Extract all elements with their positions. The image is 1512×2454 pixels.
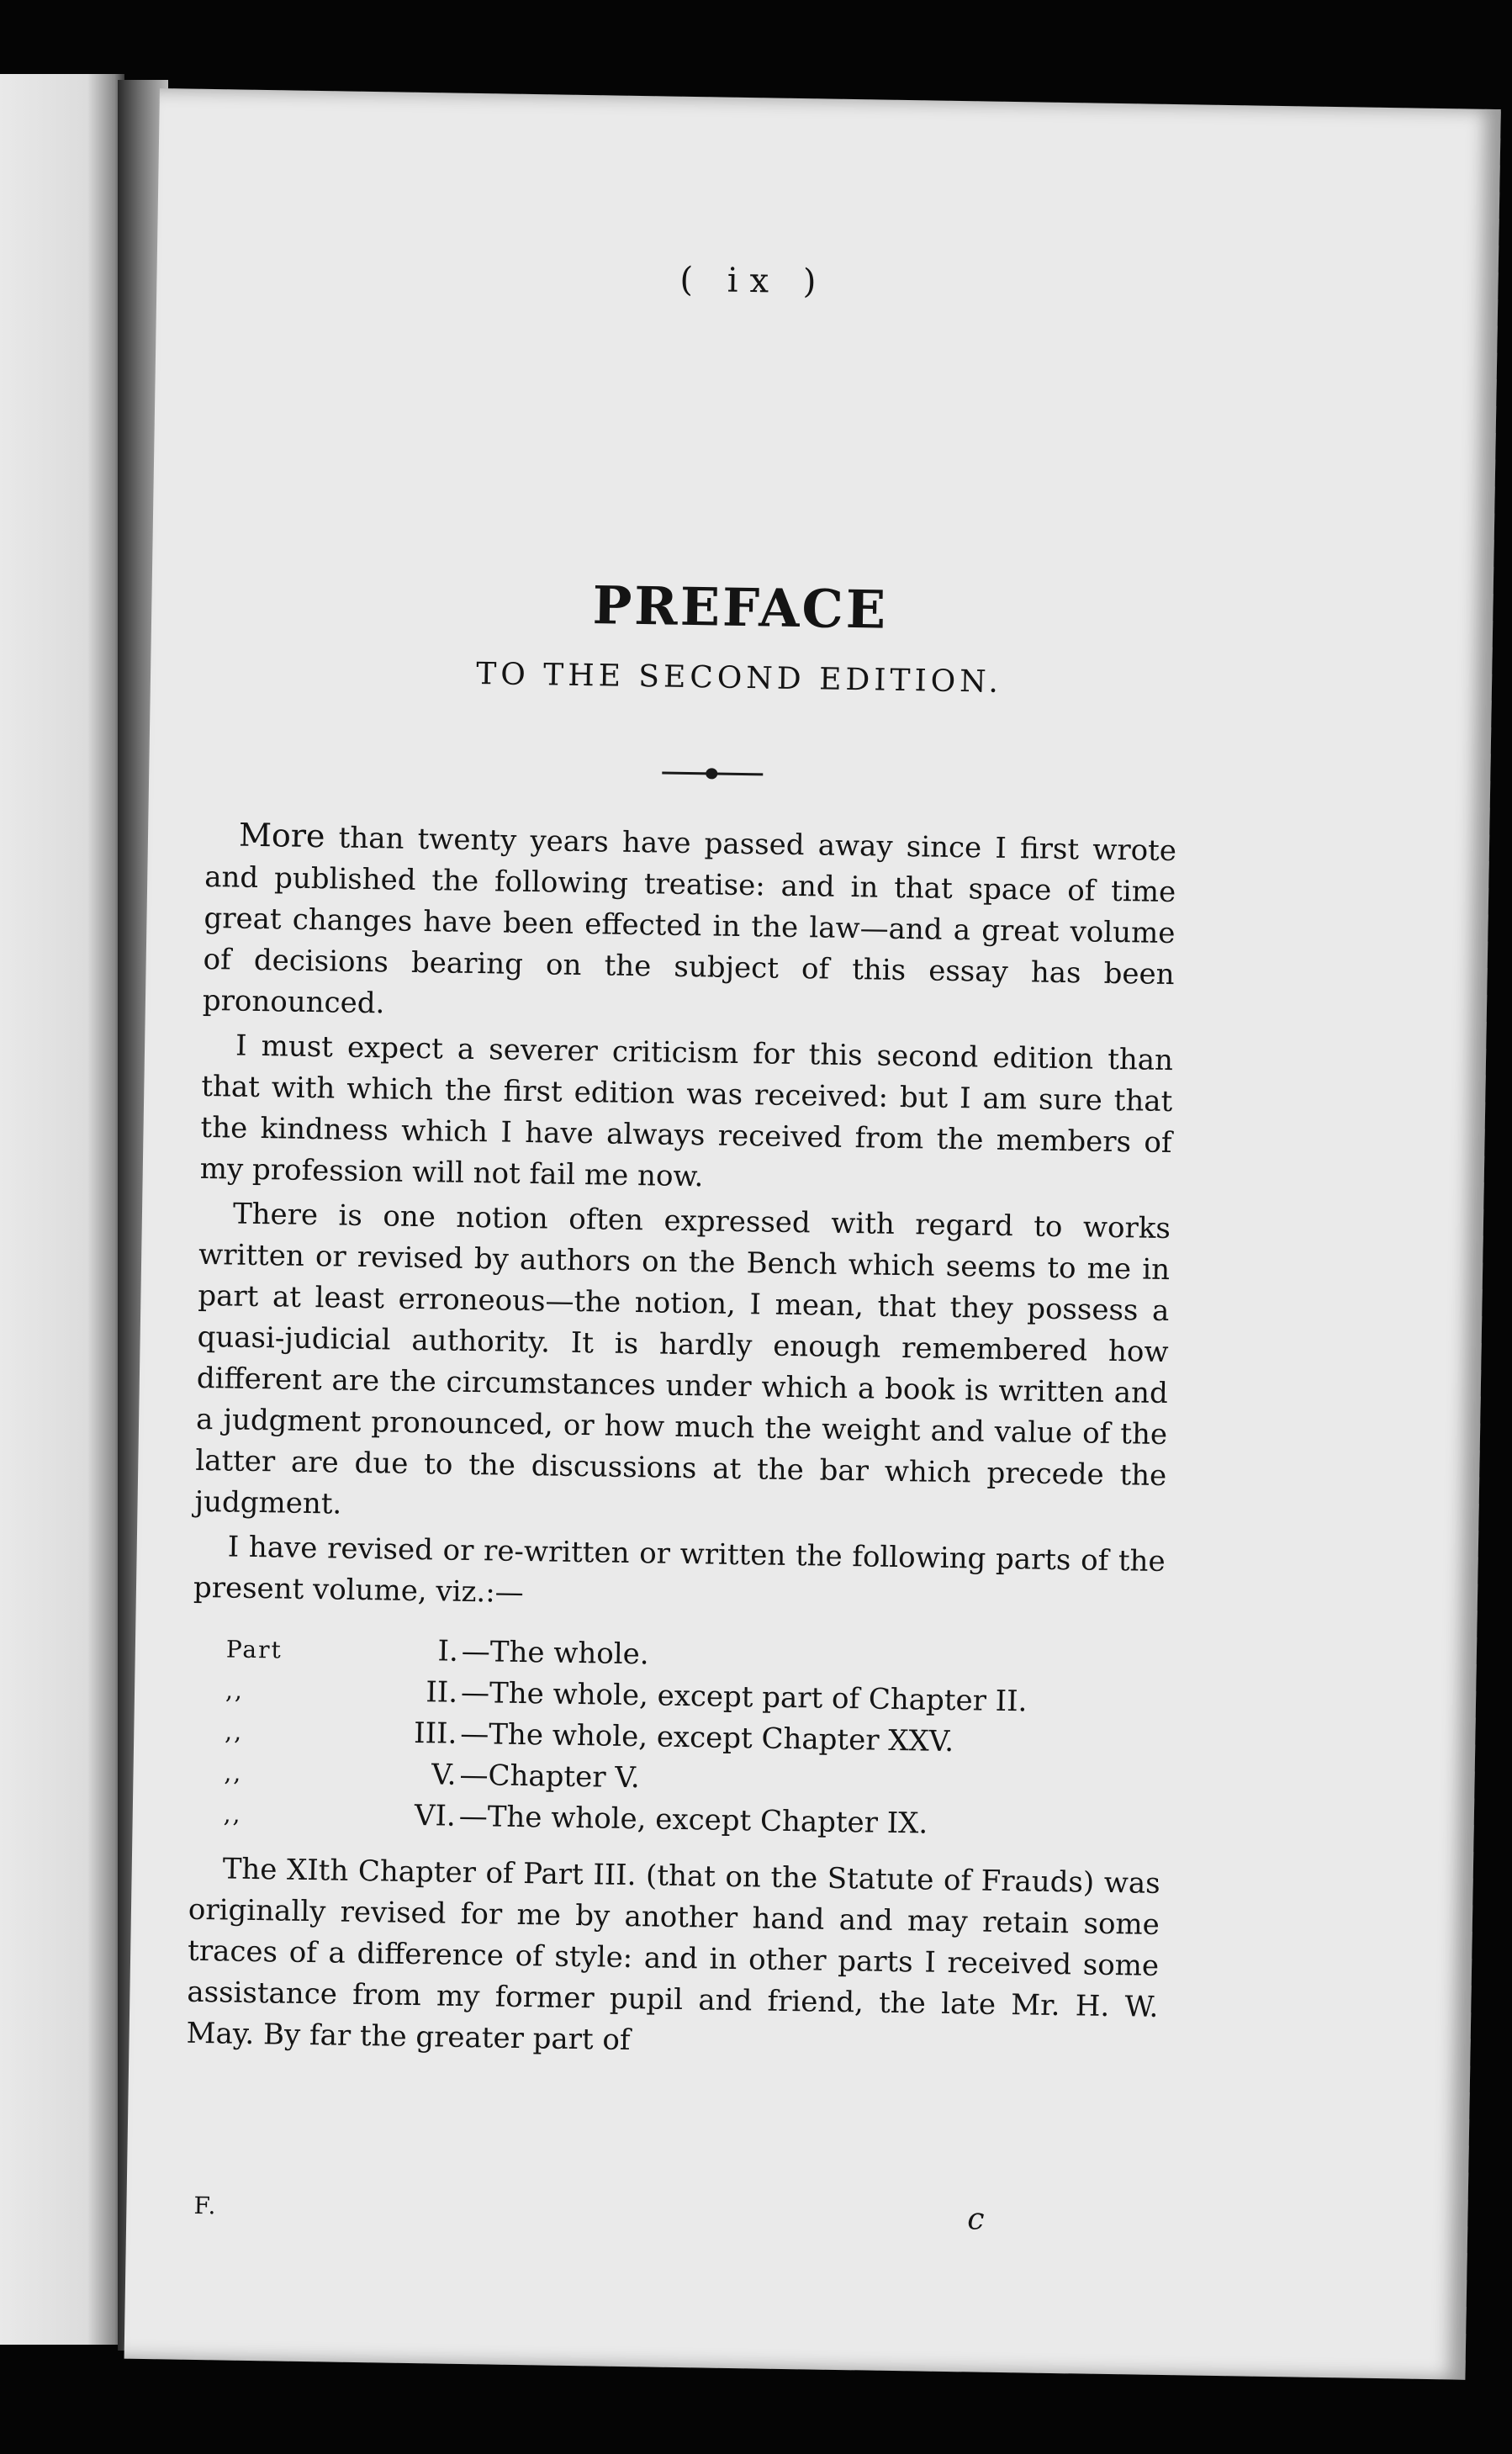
book-page <box>124 88 1501 2380</box>
parts-lead: Part <box>225 1635 283 1664</box>
paragraph-3: There is one notion often expressed with regard to works written or revised by authors on the Bench which seems to me in part at least erroneous—the notion, I mean, that they possess a quasi-judicial authority. It is hardly enough remembered how different are the circumstances under which a book is written and a judgment pronounced, or how much the weight and value of the latter are due to the discussions at the bar which precede the judgment. <box>194 1197 1171 1521</box>
paragraph-1 <box>203 814 1177 1037</box>
ornamental-rule-dot <box>706 768 717 779</box>
parts-number: V. <box>431 1758 457 1792</box>
signature-mark: F. <box>193 2191 218 2220</box>
parts-description: —The whole, except Chapter XXV. <box>459 1716 954 1759</box>
parts-number: VI. <box>414 1799 457 1833</box>
ditto-mark: ,, <box>225 1676 245 1705</box>
ditto-mark: ,, <box>224 1759 243 1787</box>
parts-number: I. <box>437 1634 459 1669</box>
page-subtitle: TO THE SECOND EDITION. <box>475 656 1003 700</box>
paragraph-5: The XIth Chapter of Part III. (that on the Statute of Frauds) was originally revised for me by another hand and may retain some traces of a difference of style: and in other parts I received some assistance from my former pupil and friend, the late Mr. H. W. May. By far the greater part of <box>186 1852 1160 2058</box>
ditto-mark: ,, <box>223 1800 242 1828</box>
preface-body <box>186 814 1176 2070</box>
page-number: ( ix ) <box>679 260 828 302</box>
parts-number: II. <box>426 1675 458 1710</box>
parts-description: —Chapter V. <box>459 1758 641 1796</box>
small-caps-lead: More <box>238 816 325 855</box>
facing-page-edge <box>0 74 124 2345</box>
parts-description: —The whole, except Chapter IX. <box>458 1799 928 1841</box>
parts-description: —The whole, except part of Chapter II. <box>460 1675 1028 1719</box>
paragraph-2: I must expect a severer criticism for this second edition than that with which the first edition was received: but I am sure that the kindness which I have always received from the members of my profession will not fail me now. <box>199 1029 1174 1194</box>
gathering-mark: c <box>966 2202 985 2237</box>
parts-list <box>189 1627 1164 1848</box>
parts-number: III. <box>413 1716 457 1751</box>
paragraph-4: I have revised or re-written or written the following parts of the present volume, viz.:— <box>193 1530 1166 1610</box>
page-title: PREFACE <box>592 574 889 641</box>
paragraph-1-text: than twenty years have passed away since I first wrote and published the following treatise: and in that space of time great changes have been effected in the law—and a great volume of decisions bearing on the subject of this essay has been pronounced. <box>202 821 1177 1021</box>
ditto-mark: ,, <box>225 1717 244 1746</box>
parts-description: —The whole. <box>461 1634 649 1672</box>
